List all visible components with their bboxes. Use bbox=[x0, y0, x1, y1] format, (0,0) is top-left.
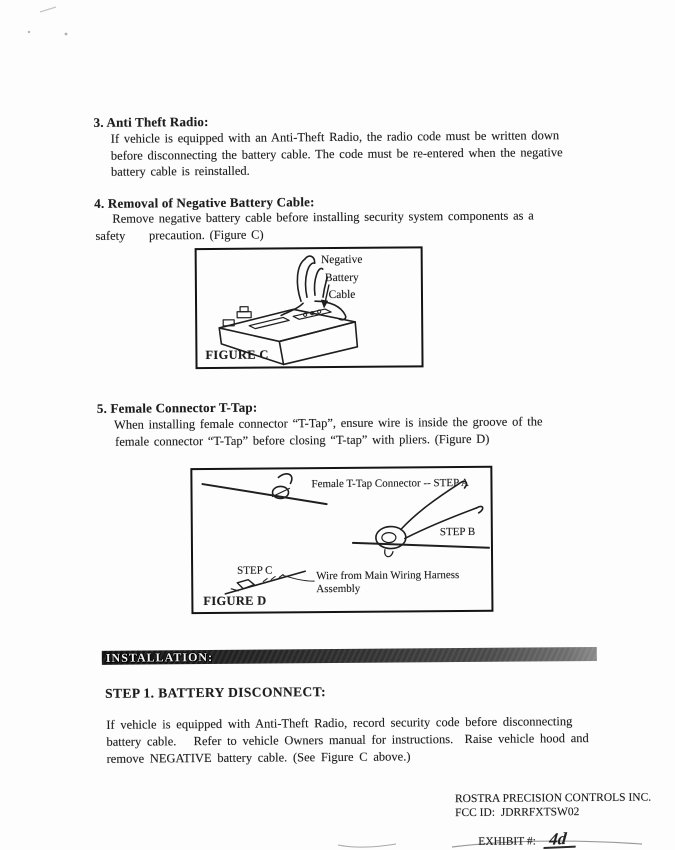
figure-c-annotation-line-3: Cable bbox=[328, 288, 356, 302]
figure-d-box bbox=[190, 466, 493, 614]
section-3-heading: 3. Anti Theft Radio: bbox=[93, 113, 209, 130]
footer-exhibit-block bbox=[455, 792, 652, 850]
figure-d-wire-label-line-2: Assembly bbox=[316, 582, 361, 596]
step-1-line-1: If vehicle is equipped with Anti-Theft Radio, record security code before disconnecting bbox=[106, 714, 573, 732]
figure-d-step-c-label: STEP C bbox=[237, 564, 273, 577]
footer-company: ROSTRA PRECISION CONTROLS INC. bbox=[454, 791, 652, 806]
figure-c-box bbox=[195, 246, 424, 369]
installation-section-bar bbox=[102, 647, 597, 665]
section-3-line-3: battery cable is reinstalled. bbox=[110, 163, 250, 179]
figure-c-annotation-line-2: Battery bbox=[324, 271, 359, 284]
figure-d-wire-label-line-1: Wire from Main Wiring Harness bbox=[316, 569, 460, 583]
section-4-line-2: safety precaution. (Figure C) bbox=[95, 227, 264, 243]
figure-d-label: FIGURE D bbox=[203, 593, 267, 609]
figure-d-step-a-label: Female T-Tap Connector -- STEP A bbox=[311, 476, 469, 491]
section-5-line-2: female connector “T-Tap” before closing “T-tap” with pliers. (Figure D) bbox=[115, 431, 490, 449]
section-4-heading: 4. Removal of Negative Battery Cable: bbox=[94, 194, 315, 211]
footer-fcc-id: FCC ID: JDRRFXTSW02 bbox=[455, 806, 580, 820]
footer-exhibit-label: EXHIBIT #: bbox=[478, 835, 536, 848]
section-3-line-2: before disconnecting the battery cable. The code must be re-entered when the negative bbox=[110, 145, 563, 163]
section-5-heading: 5. Female Connector T-Tap: bbox=[96, 399, 258, 416]
step-1-line-2: battery cable. Refer to vehicle Owners manual for instructions. Raise vehicle hood and bbox=[106, 731, 589, 749]
figure-c-annotation-line-1: Negative bbox=[320, 253, 363, 267]
section-3-line-1: If vehicle is equipped with an Anti-Theft Radio, the radio code must be written down bbox=[110, 128, 560, 146]
figure-c-label: FIGURE C bbox=[205, 347, 269, 363]
step-1-heading: STEP 1. BATTERY DISCONNECT: bbox=[105, 684, 327, 701]
section-4-line-1: Remove negative battery cable before installing security system components as a bbox=[112, 208, 534, 226]
section-5-line-1: When installing female connector “T-Tap”, ensure wire is inside the groove of the bbox=[113, 414, 543, 432]
figure-c-annotation bbox=[303, 252, 381, 305]
step-1-line-3: remove NEGATIVE battery cable. (See Figure C above.) bbox=[106, 749, 411, 766]
footer-exhibit-handwritten-value: 4d bbox=[543, 832, 577, 849]
footer-exhibit-line bbox=[455, 820, 651, 850]
installation-bar-label: INSTALLATION: bbox=[105, 649, 214, 665]
figure-d-step-b-label: STEP B bbox=[439, 525, 476, 539]
